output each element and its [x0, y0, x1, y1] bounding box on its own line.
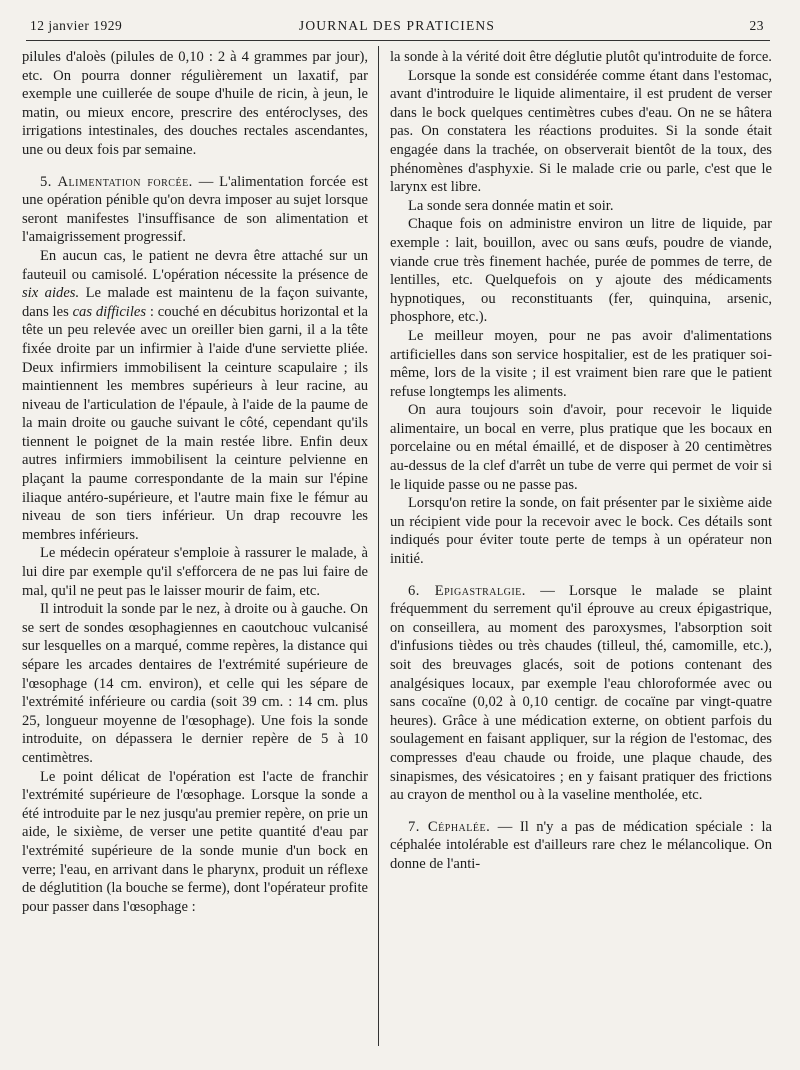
section-6-paragraph	[390, 582, 772, 805]
text-run: : couché en décubitus horizontal et la tête un peu relevée avec un oreiller bien garni, il a la tête fixée droite par un infirmier à l'aide d'une serviette pliée. Deux infirmiers immobilisent la ceinture scapulaire ; ils maintiennent les membres supérieurs à leur racine, au niveau de l'articulation de l'épaule, à l'aide de la paume de la main droite ou gauche suivant le côté, cependant qu'ils tiennent le poignet de la main restée libre. Enfin deux autres infirmiers immobilisent la ceinture pelvienne en plaçant la paume correspondante de la main sur l'épine iliaque antéro-supérieure, et l'autre main fixe le fémur au niveau de son tiers inférieur. Un drap recouvre les membres inférieurs.	[22, 303, 368, 543]
paragraph: On aura toujours soin d'avoir, pour recevoir le liquide alimentaire, un bocal en verre, plus pratique que les bocaux en porcelaine ou en métal émaillé, et de disposer à 20 centimètres au-dessus de la clef d'arrêt un tube de verre qui permet de voir si le liquide passe ou ne passe pas.	[390, 402, 772, 493]
section-text: — Lorsque le malade se plaint fréquemment du serrement qu'il éprouve au creux épigastrique, on conseillera, au moment des paroxysmes, l'absorption soit d'infusions tièdes ou très chaudes (tilleul, thé, camomille, etc.), soit des breuvages glacés, soit de potions contenant des analgésiques locaux, par exemple l'eau chloroformée avec ou sans cocaïne (0,02 à 0,10 centigr. de cocaïne par vingt-quatre heures). Grâce à une médication externe, on obtient parfois du soulagement en faisant appliquer, sur la région de l'estomac, des compresses d'eau chaude ou froide, une plaque chaude, des sinapismes, des vésicatoires ; en y faisant pratiquer des frictions au crayon de menthol ou à la vaseline mentholée, etc.	[390, 582, 772, 804]
section-5-paragraph	[22, 173, 368, 247]
paragraph: la sonde à la vérité doit être déglutie plutôt qu'introduite de force.	[390, 49, 772, 65]
issue-date: 12 janvier 1929	[30, 18, 123, 33]
section-7-paragraph	[390, 818, 772, 874]
paragraph: Lorsqu'on retire la sonde, on fait présenter par le sixième aide un récipient vide pour la recevoir avec le bock. Ces détails sont indiqués pour éviter toute perte de temps à un opérateur non initié.	[390, 495, 772, 568]
paragraph: Lorsque la sonde est considérée comme étant dans l'estomac, avant d'introduire le liquide alimentaire, il est prudent de verser dans le bock quelques centimètres cubes d'eau. On ne se hâtera pas. On constatera les réactions produites. Si la sonde était engagée dans la trachée, on observerait bientôt de la toux, des phénomènes d'asphyxie. Si le malade crie ou parle, c'est que le larynx est libre.	[390, 67, 772, 196]
header-rule	[26, 40, 770, 41]
emphasis: cas difficiles	[72, 303, 147, 320]
paragraph: La sonde sera donnée matin et soir.	[408, 197, 614, 214]
paragraph: Il introduit la sonde par le nez, à droite ou à gauche. On se sert de sondes œsophagiennes en caoutchouc vulcanisé sur lesquelles on a marqué, comme repères, la distance qui sépare les arcades dentaires de l'extrémité supérieure de l'œsophage (14 cm. environ), et celle qui les sépare de l'extrémité inférieure ou cardia (soit 39 cm. : 14 cm. plus 25, longueur moyenne de l'œsophage). Une fois la sonde introduite, on dépassera le dernier repère de 5 à 10 centimètres.	[22, 601, 368, 766]
journal-title: JOURNAL DES PRATICIENS	[298, 18, 496, 33]
page-number: 23	[749, 18, 764, 33]
paragraph: Chaque fois on administre environ un litre de liquide, par exemple : lait, bouillon, avec ou sans œufs, poudre de viande, viande crue très finement hachée, purée de pommes de terre, de lentilles, etc. Quelquefois on y ajoute des médicaments hypnotiques, ou reconstituants (fer, quinquina, arsenic, phosphore, etc.).	[390, 216, 772, 326]
paragraph: pilules d'aloès (pilules de 0,10 : 2 à 4 grammes par jour), etc. On pourra donner régulièrement un laxatif, par exemple une cuillerée de soupe d'huile de ricin, à jeun, le matin, ou mieux encore, prescrire des entéroclyses, des irrigations intestinales, des douches rectales ascendantes, une ou deux fois par semaine.	[22, 49, 368, 158]
section-heading: 6. Epigastralgie.	[408, 582, 526, 599]
paragraph: Le meilleur moyen, pour ne pas avoir d'alimentations artificielles dans son service hospitalier, est de les pratiquer soi-même, lors de la visite ; il est vraiment bien rare que le patient refuse longtemps les aliments.	[390, 327, 772, 400]
left-column	[22, 48, 368, 916]
section-heading: 5. Alimentation forcée.	[40, 173, 193, 190]
section-text: — Il n'y a pas de médication spéciale : la céphalée intolérable est d'ailleurs rare chez le mélancolique. On donne de l'anti-	[390, 818, 773, 872]
page-header	[30, 14, 764, 38]
emphasis: six aides.	[22, 285, 80, 302]
paragraph	[22, 247, 368, 545]
column-divider	[378, 46, 379, 1046]
text-run: En aucun cas, le patient ne devra être attaché sur un fauteuil ou camisolé. L'opération nécessite la présence de	[22, 247, 368, 283]
right-column	[390, 48, 772, 874]
section-text: — L'alimentation forcée est une opération pénible qu'on devra imposer au sujet lorsque seront manifestes l'insuffisance de son alimentation et l'amaigrissement progressif.	[22, 173, 368, 246]
text-run: Le malade est maintenu de la façon suivante, dans les	[22, 285, 368, 320]
section-heading: 7. Céphalée.	[408, 818, 491, 835]
paragraph: Le point délicat de l'opération est l'acte de franchir l'extrémité supérieure de l'œsophage. Lorsque la sonde a été introduite par le nez jusqu'au premier repère, on prie un aide, le sixième, de verser une petite quantité d'eau par l'extrémité supérieure de la sonde munie d'un bock en verre; l'eau, en arrivant dans le pharynx, produit un réflexe de déglutition (la bouche se ferme), dont l'opérateur profite pour passer dans l'œsophage :	[22, 768, 368, 915]
paragraph: Le médecin opérateur s'emploie à rassurer le malade, à lui dire par exemple qu'il s'efforcera de ne pas lui faire de mal, qu'il ne peut pas le laisser mourir de faim, etc.	[22, 545, 368, 599]
